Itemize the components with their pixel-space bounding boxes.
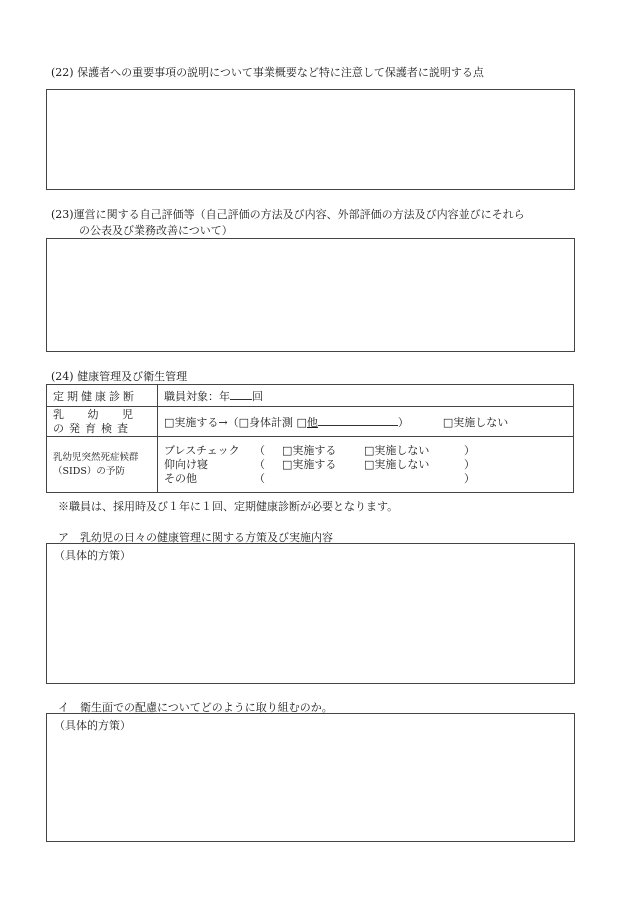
sids-label-line2: （SIDS）の予防: [53, 465, 125, 477]
section-23-heading-line2: の公表及び業務改善について）: [79, 224, 233, 237]
health-checkup-note: ※職員は、採用時及び１年に１回、定期健康診断が必要となります。: [58, 500, 399, 513]
periodic-checkup-value: [158, 385, 574, 407]
sids-value: [158, 437, 574, 493]
section-23-answer-box[interactable]: [46, 238, 575, 352]
sids-item-not-implement-checkbox[interactable]: □実施しない: [364, 443, 430, 457]
sids-label: [47, 437, 158, 493]
sids-other-spacer: [364, 472, 464, 486]
table-row-periodic-checkup: [47, 385, 574, 407]
label-text: 定期健康診断: [53, 389, 137, 403]
health-management-table: [46, 384, 574, 493]
sids-item-supine-sleep: [164, 458, 567, 472]
sids-item-open: （: [254, 457, 265, 471]
growth-check-label-line1: 乳 幼 児: [53, 407, 143, 421]
sids-item-close: ）: [464, 457, 475, 471]
sids-item-close: ）: [464, 471, 475, 485]
periodic-checkup-label: [47, 385, 158, 407]
sids-item-open: （: [254, 471, 265, 485]
growth-close-paren: ）: [397, 415, 409, 429]
sids-item-open: （: [254, 443, 265, 457]
sids-other-input[interactable]: [282, 472, 364, 486]
growth-other-text: 他: [306, 415, 318, 429]
sids-item-implement-checkbox[interactable]: □実施する: [282, 457, 337, 471]
section-a-answer-box[interactable]: [46, 543, 575, 684]
section-a-box-label: （具体的方策）: [54, 549, 131, 562]
table-row-growth-check: [47, 407, 574, 437]
sids-item-close: ）: [464, 443, 475, 457]
section-22-heading: (22) 保護者への重要事項の説明について事業概要など特に注意して保護者に説明する点: [51, 66, 484, 79]
staff-target-suffix: 回: [252, 389, 263, 403]
growth-not-implement-checkbox[interactable]: □実施しない: [442, 415, 509, 429]
sids-item-not-implement-checkbox[interactable]: □実施しない: [364, 457, 430, 471]
sids-item-name: その他: [164, 471, 197, 485]
section-i-heading: イ 衛生面での配慮についてどのように取り組むのか。: [58, 701, 333, 714]
section-23-heading-line1: (23)運営に関する自己評価等（自己評価の方法及び内容、外部評価の方法及び内容並びにそれら: [51, 208, 525, 221]
table-row-sids: [47, 437, 574, 493]
growth-check-label: [47, 407, 158, 437]
sids-item-breath-check: [164, 444, 567, 458]
growth-check-label-line2: の発育検査: [53, 421, 133, 435]
section-24-heading: (24) 健康管理及び衛生管理: [51, 370, 188, 383]
section-a-heading: ア 乳幼児の日々の健康管理に関する方策及び実施内容: [58, 531, 333, 544]
section-22-answer-box[interactable]: [46, 89, 575, 190]
sids-label-line1: 乳幼児突然死症候群: [53, 451, 139, 463]
growth-other-blank[interactable]: [318, 414, 398, 426]
staff-target-prefix: 職員対象：年: [164, 389, 230, 403]
sids-item-name: 仰向け寝: [164, 457, 208, 471]
sids-item-other: [164, 472, 567, 486]
growth-implement-checkbox[interactable]: □実施する→（□身体計測 □: [164, 415, 307, 429]
growth-check-value: [158, 407, 574, 437]
section-i-answer-box[interactable]: [46, 713, 575, 842]
section-i-box-label: （具体的方策）: [54, 719, 131, 732]
sids-item-implement-checkbox[interactable]: □実施する: [282, 443, 337, 457]
checkup-count-blank[interactable]: [230, 388, 252, 400]
sids-item-name: ブレスチェック: [164, 443, 240, 457]
periodic-checkup-label-text: [53, 388, 151, 404]
